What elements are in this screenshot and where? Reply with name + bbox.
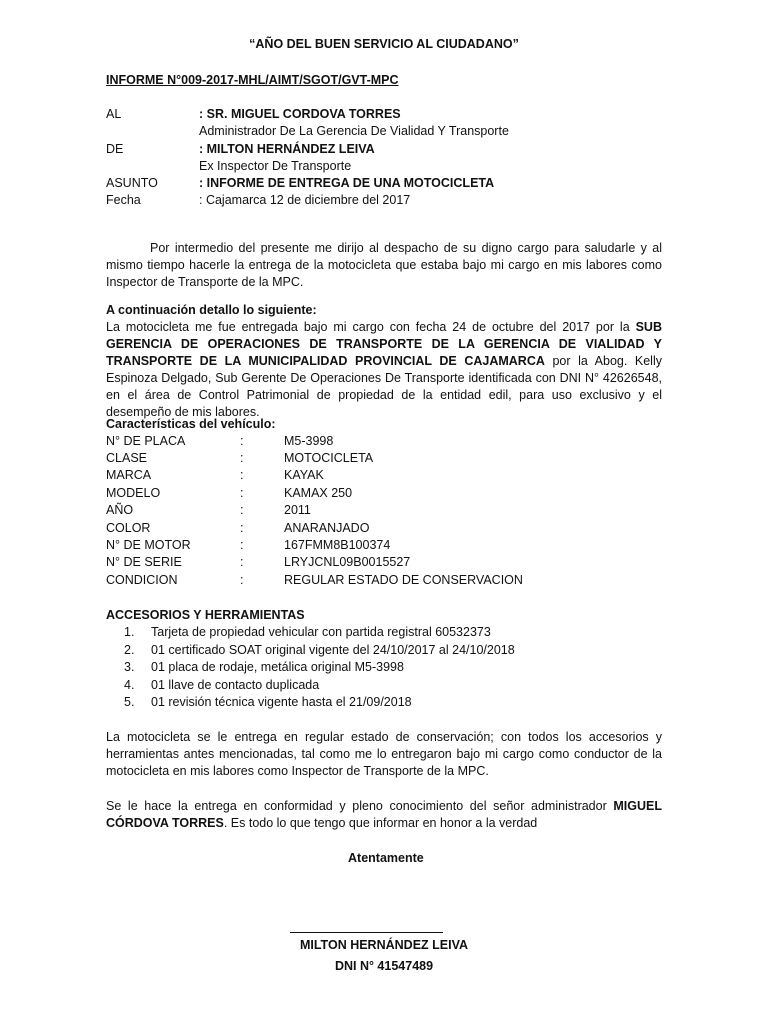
vehicle-row-value: 167FMM8B100374 <box>284 538 391 552</box>
vehicle-row <box>106 467 666 484</box>
vehicle-row-colon: : <box>240 521 244 535</box>
vehicle-row-label: COLOR <box>106 521 151 535</box>
detail-heading: A continuación detallo lo siguiente: <box>106 303 317 317</box>
vehicle-row-label: CONDICION <box>106 573 178 587</box>
vehicle-row-colon: : <box>240 503 244 517</box>
memo-fecha-label: Fecha <box>106 193 141 207</box>
detail-text-2: por la Abog. Kelly Espinoza Delgado, Sub Gerente De Operaciones De Transporte identificada con DNI N° 42626548, en el área de Control Patrimonial de propiedad de la entidad edil, para uso exclusivo y el desempeño de mis labores. <box>106 354 662 419</box>
memo-al-row <box>106 106 666 123</box>
vehicle-row-colon: : <box>240 434 244 448</box>
detail-text-1: La motocicleta me fue entregada bajo mi cargo con fecha 24 de octubre del 2017 por la <box>106 320 636 334</box>
vehicle-row <box>106 554 666 571</box>
report-title: INFORME N°009-2017-MHL/AIMT/SGOT/GVT-MPC <box>106 73 399 87</box>
intro-paragraph: Por intermedio del presente me dirijo al despacho de su digno cargo para saludarle y al mismo tiempo hacerle la entrega de la motocicleta que estaba bajo mi cargo en mis labores como Inspector de Transporte de la MPC. <box>106 241 662 289</box>
vehicle-row <box>106 502 666 519</box>
vehicle-row-label: N° DE PLACA <box>106 434 186 448</box>
vehicle-row-value: 2011 <box>284 503 311 517</box>
memo-fecha-value: : Cajamarca 12 de diciembre del 2017 <box>199 193 411 207</box>
signature-dni: DNI N° 41547489 <box>334 959 434 973</box>
memo-al-label: AL <box>106 107 122 121</box>
list-item-number: 2. <box>124 643 135 657</box>
vehicle-row-label: CLASE <box>106 451 147 465</box>
memo-al-role: Administrador De La Gerencia De Vialidad Y Transporte <box>199 124 509 138</box>
vehicle-row-value: LRYJCNL09B0015527 <box>284 555 411 569</box>
signature-name: MILTON HERNÁNDEZ LEIVA <box>299 938 469 952</box>
memo-fecha-row <box>106 192 666 209</box>
vehicle-row <box>106 450 666 467</box>
memo-de-role: Ex Inspector De Transporte <box>199 159 352 173</box>
vehicle-row-value: MOTOCICLETA <box>284 451 374 465</box>
list-item-number: 1. <box>124 625 135 639</box>
closing-paragraph: La motocicleta se le entrega en regular estado de conservación; con todos los accesorios y herramientas antes mencionadas, tal como me lo entregaron bajo mi cargo como conductor de la motocicleta en mis labores como Inspector de Transporte de la MPC. <box>106 730 662 778</box>
memo-asunto-value: : INFORME DE ENTREGA DE UNA MOTOCICLETA <box>199 176 495 190</box>
memo-al-role-row <box>106 123 666 140</box>
vehicle-row <box>106 537 666 554</box>
memo-al-value: : SR. MIGUEL CORDOVA TORRES <box>199 107 401 121</box>
vehicle-row-value: M5-3998 <box>284 434 334 448</box>
vehicle-row-value: KAYAK <box>284 468 324 482</box>
list-item-number: 4. <box>124 678 135 692</box>
signature-line <box>290 932 443 933</box>
vehicle-row-label: MARCA <box>106 468 152 482</box>
memo-de-role-row <box>106 158 666 175</box>
vehicle-row <box>106 572 666 589</box>
conformity-paragraph <box>106 798 662 832</box>
conformity-text-1: Se le hace la entrega en conformidad y pleno conocimiento del señor administrador <box>106 799 614 813</box>
memo-de-label: DE <box>106 142 124 156</box>
detail-entity-name: SUB GERENCIA DE OPERACIONES DE TRANSPORTE DE LA GERENCIA DE VIALIDAD Y TRANSPORTE DE LA MUNICIPALIDAD PROVINCIAL DE CAJAMARCA <box>106 320 662 368</box>
conformity-administrator-name: MIGUEL CÓRDOVA TORRES <box>106 799 662 830</box>
list-item-number: 3. <box>124 660 135 674</box>
vehicle-row-label: N° DE MOTOR <box>106 538 191 552</box>
list-item-text: 01 revisión técnica vigente hasta el 21/09/2018 <box>151 695 412 709</box>
memo-de-value: : MILTON HERNÁNDEZ LEIVA <box>199 142 375 156</box>
salutation: Atentamente <box>348 851 424 865</box>
conformity-text-2: . Es todo lo que tengo que informar en honor a la verdad <box>223 816 538 830</box>
vehicle-row <box>106 433 666 450</box>
list-item-text: 01 certificado SOAT original vigente del 24/10/2017 al 24/10/2018 <box>151 643 515 657</box>
vehicle-row-colon: : <box>240 451 244 465</box>
vehicle-row-value: REGULAR ESTADO DE CONSERVACION <box>284 573 523 587</box>
vehicle-row <box>106 485 666 502</box>
document-motto: “AÑO DEL BUEN SERVICIO AL CIUDADANO” <box>249 37 519 51</box>
vehicle-row-colon: : <box>240 468 244 482</box>
vehicle-row-colon: : <box>240 573 244 587</box>
vehicle-row-value: ANARANJADO <box>284 521 370 535</box>
list-item-text: 01 llave de contacto duplicada <box>151 678 320 692</box>
list-item-number: 5. <box>124 695 135 709</box>
memo-asunto-label: ASUNTO <box>106 176 158 190</box>
vehicle-row-value: KAMAX 250 <box>284 486 353 500</box>
vehicle-row-colon: : <box>240 538 244 552</box>
detail-paragraph <box>106 319 662 421</box>
vehicle-row-colon: : <box>240 555 244 569</box>
vehicle-row <box>106 520 666 537</box>
memo-de-row <box>106 141 666 158</box>
list-item-text: 01 placa de rodaje, metálica original M5-3998 <box>151 660 404 674</box>
vehicle-row-colon: : <box>240 486 244 500</box>
vehicle-row-label: MODELO <box>106 486 161 500</box>
vehicle-row-label: AÑO <box>106 503 134 517</box>
vehicle-heading: Características del vehículo: <box>106 417 276 431</box>
memo-asunto-row <box>106 175 666 192</box>
accessories-heading: ACCESORIOS Y HERRAMIENTAS <box>106 608 305 622</box>
list-item-text: Tarjeta de propiedad vehicular con partida registral 60532373 <box>151 625 491 639</box>
vehicle-row-label: N° DE SERIE <box>106 555 182 569</box>
